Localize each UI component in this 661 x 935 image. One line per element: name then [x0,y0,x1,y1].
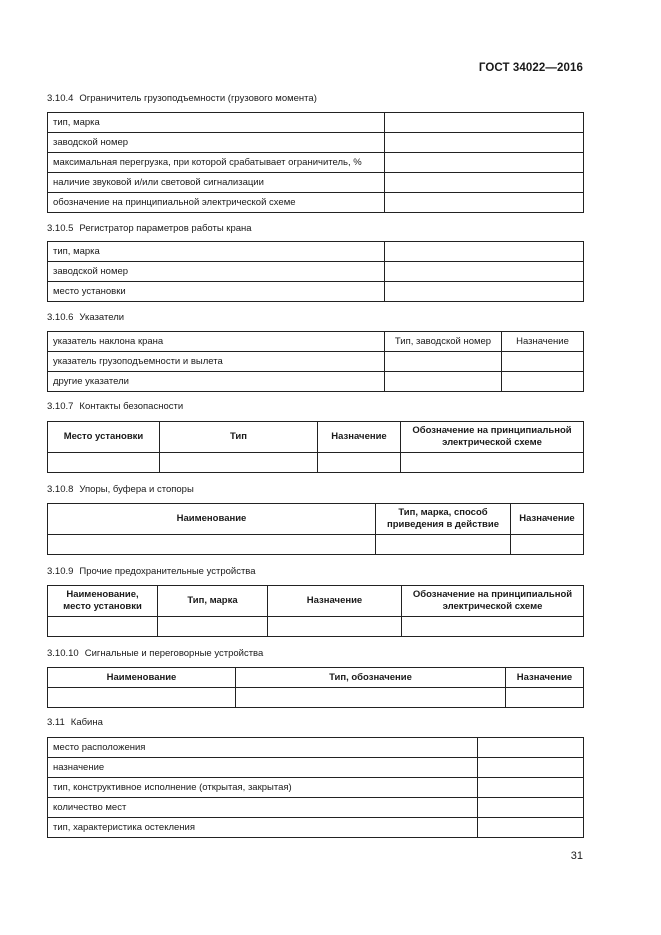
table-row [48,778,584,798]
table-row [48,193,584,213]
value-cell [48,535,376,555]
standard-designation: ГОСТ 34022—2016 [478,62,583,74]
value-cell [236,688,506,708]
column-header: Обозначение на принципиальной электрической схеме [401,422,584,453]
table-cabin [47,737,584,838]
table-row [48,758,584,778]
page-number: 31 [570,850,583,862]
table-parameter-recorder [47,241,584,302]
value-cell [318,453,401,473]
value-cell [478,738,584,758]
table-indicators [47,331,584,392]
row-label: назначение [48,758,478,778]
column-header: Тип, марка [158,586,268,617]
section-title: Прочие предохранительные устройства [79,566,256,577]
section-title: Указатели [79,312,125,323]
table-row [48,617,584,637]
column-header: Тип, марка, способ приведения в действие [376,504,511,535]
column-header: Тип [160,422,318,453]
row-label: другие указатели [48,372,385,392]
row-label: обозначение на принципиальной электрической схеме [48,193,385,213]
table-row [48,282,584,302]
value-cell [385,193,584,213]
section-title: Упоры, буфера и стопоры [79,484,194,495]
table-safety-contacts [47,421,584,473]
row-label: тип, конструктивное исполнение (открытая, закрытая) [48,778,478,798]
value-cell [385,352,502,372]
section-number: 3.10.6 [47,312,74,323]
column-header: Назначение [268,586,402,617]
section-number: 3.10.10 [47,648,79,659]
table-row [48,242,584,262]
value-cell [385,133,584,153]
table-signal-devices [47,667,584,708]
table-row [48,153,584,173]
section-title: Ограничитель грузоподъемности (грузового момента) [79,93,317,104]
table-row [48,688,584,708]
table-row [48,173,584,193]
column-header: Наименование, место установки [48,586,158,617]
column-header: Назначение [506,668,584,688]
value-cell [158,617,268,637]
section-number: 3.10.4 [47,93,74,104]
section-title: Контакты безопасности [79,401,184,412]
section-title: Кабина [70,717,103,728]
table-row [48,332,584,352]
column-header-type: Тип, заводской номер [385,332,502,352]
section-title: Регистратор параметров работы крана [79,223,252,234]
section-heading-3-10-10 [47,648,263,659]
value-cell [385,153,584,173]
value-cell [502,372,584,392]
section-heading-3-10-5 [47,223,252,234]
table-header-row [48,504,584,535]
value-cell [48,688,236,708]
row-label: количество мест [48,798,478,818]
table-row [48,262,584,282]
table-row [48,453,584,473]
row-label: место установки [48,282,385,302]
value-cell [385,113,584,133]
table-row [48,818,584,838]
table-row [48,133,584,153]
value-cell [385,262,584,282]
value-cell [502,352,584,372]
row-label: тип, марка [48,242,385,262]
row-label: наличие звуковой и/или световой сигнализации [48,173,385,193]
column-header: Место установки [48,422,160,453]
column-header: Назначение [511,504,584,535]
value-cell [401,453,584,473]
section-number: 3.10.9 [47,566,74,577]
section-heading-3-10-9 [47,566,256,577]
value-cell [478,758,584,778]
value-cell [511,535,584,555]
table-row [48,798,584,818]
table-header-row [48,586,584,617]
value-cell [506,688,584,708]
section-heading-3-10-8 [47,484,194,495]
row-label: заводской номер [48,133,385,153]
value-cell [478,778,584,798]
table-header-row [48,422,584,453]
table-header-row [48,668,584,688]
section-title: Сигнальные и переговорные устройства [84,648,264,659]
value-cell [268,617,402,637]
section-heading-3-10-4 [47,93,317,104]
value-cell [478,798,584,818]
table-row [48,372,584,392]
section-heading-3-11 [47,717,103,728]
section-number: 3.11 [47,717,65,728]
table-stops-buffers [47,503,584,555]
column-header: Тип, обозначение [236,668,506,688]
value-cell [385,282,584,302]
table-load-limiter [47,112,584,213]
value-cell [48,617,158,637]
section-number: 3.10.5 [47,223,74,234]
row-label: указатель грузоподъемности и вылета [48,352,385,372]
value-cell [385,173,584,193]
section-heading-3-10-6 [47,312,124,323]
value-cell [376,535,511,555]
column-header: Обозначение на принципиальной электрической схеме [402,586,584,617]
column-header-purpose: Назначение [502,332,584,352]
value-cell [160,453,318,473]
column-header: Назначение [318,422,401,453]
column-header: Наименование [48,504,376,535]
row-label: максимальная перегрузка, при которой срабатывает ограничитель, % [48,153,385,173]
table-other-safety-devices [47,585,584,637]
section-number: 3.10.7 [47,401,74,412]
table-row [48,113,584,133]
value-cell [385,372,502,392]
section-number: 3.10.8 [47,484,74,495]
value-cell [402,617,584,637]
row-label: место расположения [48,738,478,758]
table-row [48,738,584,758]
value-cell [48,453,160,473]
value-cell [478,818,584,838]
section-heading-3-10-7 [47,401,183,412]
column-header: Наименование [48,668,236,688]
row-label: заводской номер [48,262,385,282]
value-cell [385,242,584,262]
row-label: указатель наклона крана [48,332,385,352]
row-label: тип, марка [48,113,385,133]
table-row [48,535,584,555]
row-label: тип, характеристика остекления [48,818,478,838]
table-row [48,352,584,372]
